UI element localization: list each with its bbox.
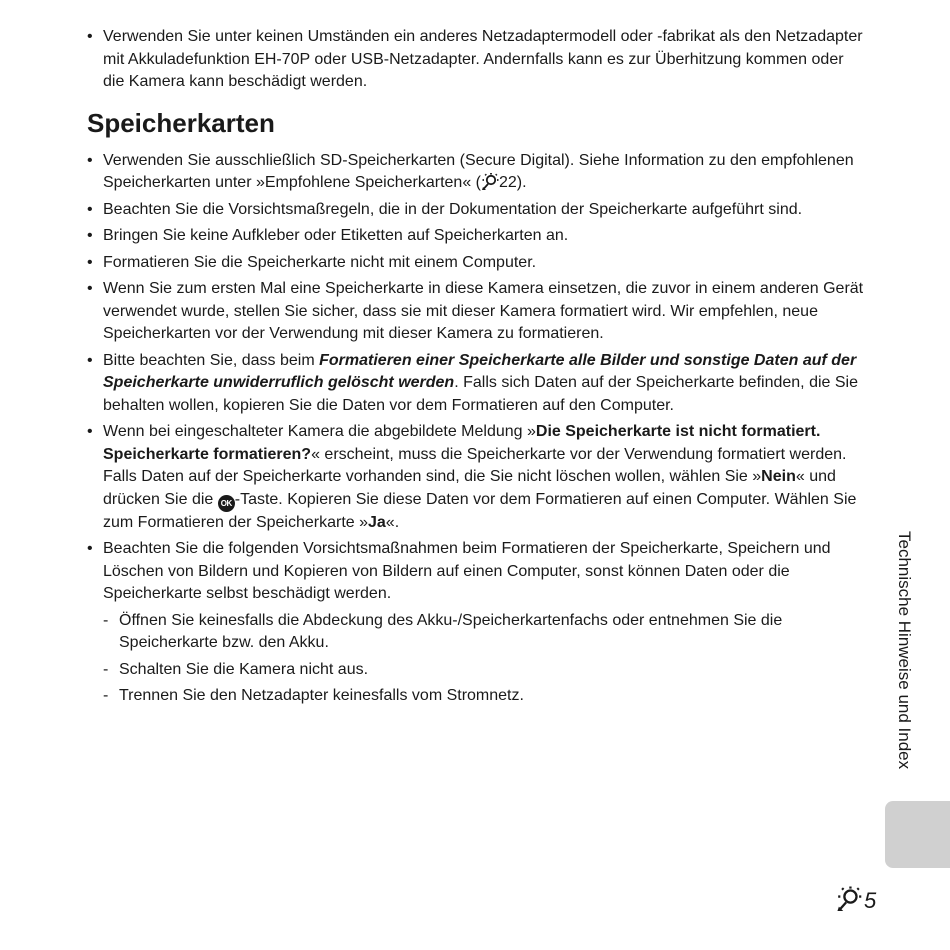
intro-list bbox=[87, 26, 867, 94]
list-item: • Bitte beachten Sie, dass beim Formatieren einer Speicherkarte alle Bilder und sonstige Daten auf der Speicherkarte unwiderruflich gelöscht werden. Falls sich Daten auf der Speicherkarte befinden, die Sie behalten wollen, kopieren Sie die Daten vor dem Formatieren auf den Computer. bbox=[87, 350, 867, 418]
section-tab bbox=[885, 801, 950, 868]
format-warning-emphasis: Formatieren einer Speicherkarte alle Bilder und sonstige Daten auf der Speicherkarte unwiderruflich gelöscht werden bbox=[103, 351, 857, 391]
ok-button-icon: OK bbox=[218, 495, 235, 512]
section-side-label: Technische Hinweise und Index bbox=[895, 531, 914, 770]
bulb-reference-icon bbox=[836, 885, 862, 917]
list-item: • Verwenden Sie ausschließlich SD-Speicherkarten (Secure Digital). Siehe Information zu den empfohlenen Speicherkarten unter »Empfohlene Speicherkarten« ( 22). bbox=[87, 150, 867, 195]
option-yes: Ja bbox=[368, 513, 386, 531]
page-content bbox=[87, 26, 867, 712]
page-number: 5 bbox=[836, 886, 876, 916]
section-title: Speicherkarten bbox=[87, 107, 275, 138]
sub-list-item: - Öffnen Sie keinesfalls die Abdeckung des Akku-/Speicherkartenfachs oder entnehmen Sie die Speicherkarte bzw. den Akku. bbox=[103, 610, 867, 655]
sub-list-item: - Schalten Sie die Kamera nicht aus. bbox=[103, 659, 867, 682]
precautions-sublist bbox=[103, 610, 867, 708]
list-item: • Beachten Sie die Vorsichtsmaßregeln, die in der Dokumentation der Speicherkarte aufgeführt sind. bbox=[87, 199, 867, 222]
list-item: • Wenn bei eingeschalteter Kamera die abgebildete Meldung »Die Speicherkarte ist nicht formatiert. Speicherkarte formatieren?« erscheint, muss die Speicherkarte vor der Verwendung formatiert werden. Falls Daten auf der Speicherkarte vorhanden sind, die Sie nicht löschen wollen, wählen Sie »Nein« und drücken Sie die OK -Taste. Kopieren Sie diese Daten vor dem Formatieren auf einen Computer. Wählen Sie zum Formatieren der Speicherkarte »Ja«. bbox=[87, 421, 867, 534]
option-no: Nein bbox=[761, 468, 796, 485]
sub-list-item: - Trennen Sie den Netzadapter keinesfalls vom Stromnetz. bbox=[103, 685, 867, 708]
bulb-reference-icon bbox=[481, 172, 499, 195]
list-item: • Wenn Sie zum ersten Mal eine Speicherkarte in diese Kamera einsetzen, die zuvor in einem anderen Gerät verwendet wurde, stellen Sie sicher, dass sie mit dieser Kamera formatiert wird. Wir empfehlen, neue Speicherkarten vor der Verwendung mit dieser Kamera zu formatieren. bbox=[87, 278, 867, 346]
memory-card-list bbox=[87, 150, 867, 708]
list-item: • Formatieren Sie die Speicherkarte nicht mit einem Computer. bbox=[87, 252, 867, 275]
list-item: • Bringen Sie keine Aufkleber oder Etiketten auf Speicherkarten an. bbox=[87, 225, 867, 248]
message-text: Die Speicherkarte ist nicht formatiert. Speicherkarte formatieren? bbox=[103, 423, 821, 463]
list-item: • Verwenden Sie unter keinen Umständen ein anderes Netzadaptermodell oder -fabrikat als den Netzadapter mit Akkuladefunktion EH-70P oder USB-Netzadapter. Andernfalls kann es zur Überhitzung kommen oder die Kamera kann beschädigt werden. bbox=[87, 26, 867, 94]
list-item: • Beachten Sie die folgenden Vorsichtsmaßnahmen beim Formatieren der Speicherkarte, Speichern und Löschen von Bildern und Kopieren von Bildern auf einen Computer, sonst können Daten oder die Speicherkarte selbst beschädigt werden. - Öffnen Sie keinesfalls die Abdeckung des Akku-/Speicherkartenfachs oder entnehmen Sie die Speicherkarte bzw. den Akku. - Schalten Sie die Kamera nicht aus. - Trennen Sie den Netzadapter keinesfalls vom Stromnetz. bbox=[87, 538, 867, 708]
